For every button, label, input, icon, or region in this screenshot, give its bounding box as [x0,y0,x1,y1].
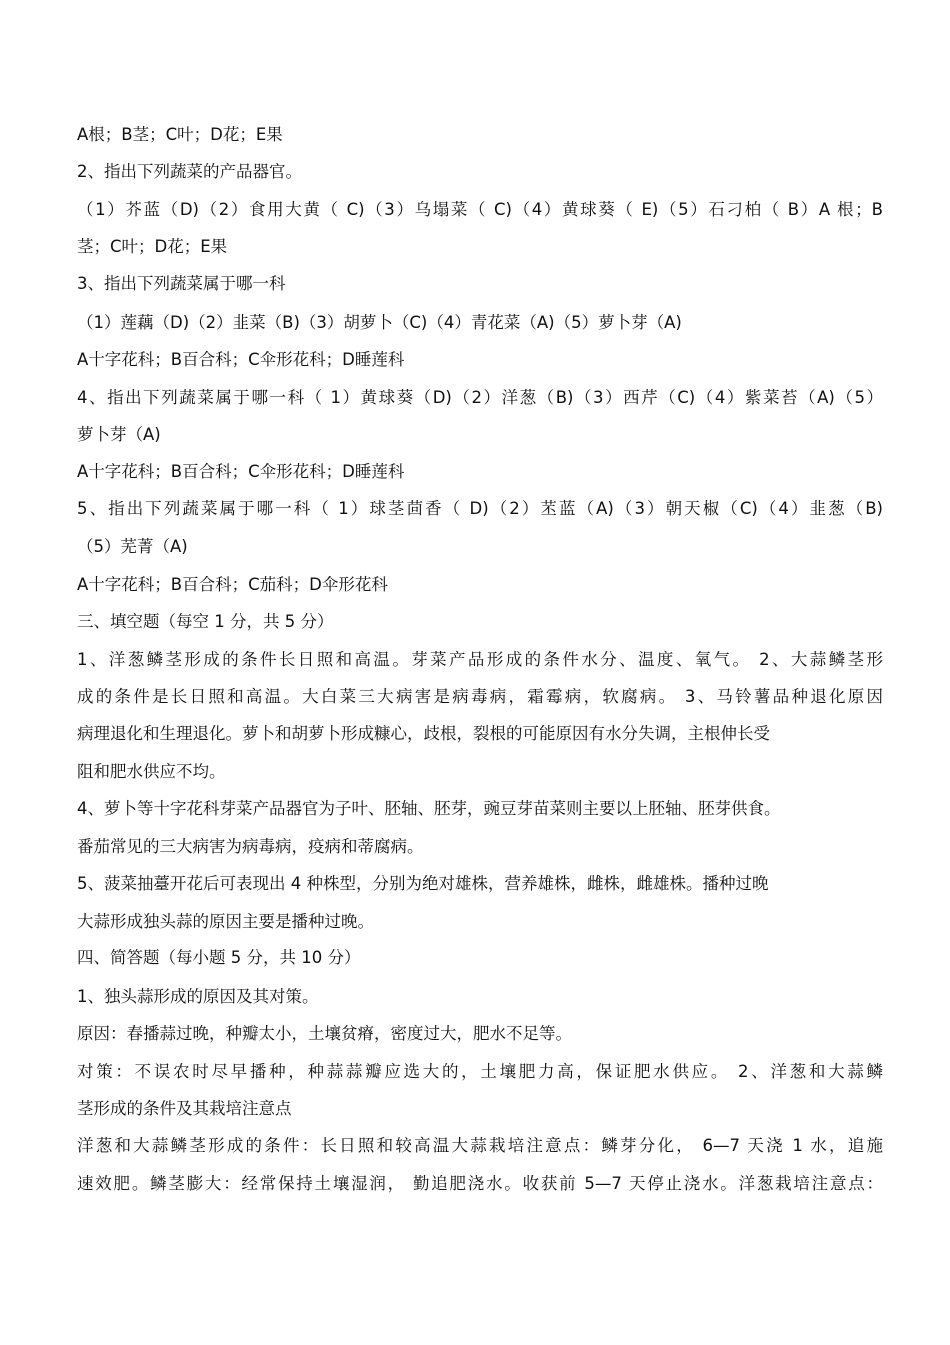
question-2-answers: （1）芥蓝（D)（2）食用大黄（ C)（3）乌塌菜（ C)（4）黄球葵（ E)（5）石刁柏（ B）A 根；B [77,200,883,219]
question-3-answers: （1）莲藕（D)（2）韭菜（B)（3）胡萝卜（C)（4）青花菜（A)（5）萝卜芽（A) [77,313,682,332]
question-2-answers-cont: 茎；C叶；D花；E果 [77,237,228,256]
fill-blank-para-1-line-4: 阻和肥水供应不均。 [77,762,226,781]
section-3-heading: 三、填空题（每空 1 分，共 5 分） [77,612,334,631]
short-answer-2-title: 茎形成的条件及其栽培注意点 [77,1099,292,1118]
fill-blank-para-1-line-3: 病理退化和生理退化。萝卜和胡萝卜形成糠心，歧根，裂根的可能原因有水分失调，主根伸长受 [77,724,770,743]
question-4-answers-cont: 萝卜芽（A) [77,425,161,444]
short-answer-1-cause: 原因：春播蒜过晚，种瓣太小，土壤贫瘠，密度过大，肥水不足等。 [77,1024,572,1043]
question-2-title: 2、指出下列蔬菜的产品器官。 [77,162,302,181]
section-4-heading: 四、简答题（每小题 5 分，共 10 分） [77,948,361,967]
fill-blank-item-5: 5、菠菜抽薹开花后可表现出 4 种株型，分别为绝对雄株，营养雄株，雌株，雌雄株。播种过晚 [77,874,769,893]
question-4-options: A十字花科；B百合科；C伞形花科；D睡莲科 [77,462,405,481]
question-5-options: A十字花科；B百合科；C茄科；D伞形花科 [77,575,388,594]
fill-blank-item-4-cont: 番茄常见的三大病害为病毒病，疫病和蒂腐病。 [77,837,424,856]
question-3-options: A十字花科；B百合科；C伞形花科；D睡莲科 [77,350,405,369]
fill-blank-para-1-line-2: 成的条件是长日照和高温。大白菜三大病害是病毒病，霜霉病，软腐病。 3、马铃薯品种退化原因 [77,687,883,706]
short-answer-1-measures: 对策：不误农时尽早播种，种蒜蒜瓣应选大的，土壤肥力高，保证肥水供应。 2、洋葱和大蒜鳞 [77,1062,883,1081]
question-5-answers-cont: （5）芜菁（A) [77,537,188,556]
fill-blank-item-4: 4、萝卜等十字花科芽菜产品器官为子叶、胚轴、胚芽，豌豆芽苗菜则主要以上胚轴、胚芽供食。 [77,799,781,818]
short-answer-2-body-cont: 速效肥。鳞茎膨大：经常保持土壤湿润， 勤追肥浇水。收获前 5—7 天停止浇水。洋葱栽培注意点： [77,1174,883,1193]
answer-key-organs: A根；B茎；C叶；D花；E果 [77,125,283,144]
question-4-title: 4、指出下列蔬菜属于哪一科（ 1）黄球葵（D)（2）洋葱（B)（3）西芹（C)（4）紫菜苔（A)（5） [77,388,883,407]
question-5-title: 5、指出下列蔬菜属于哪一科（ 1）球茎茴香（ D)（2）苤蓝（A)（3）朝天椒（C)（4）韭葱（B) [77,499,883,518]
short-answer-1-title: 1、独头蒜形成的原因及其对策。 [77,987,319,1006]
short-answer-2-body: 洋葱和大蒜鳞茎形成的条件：长日照和较高温大蒜栽培注意点：鳞芽分化， 6—7 天浇 1 水，追施 [77,1136,883,1155]
fill-blank-para-1: 1、洋葱鳞茎形成的条件长日照和高温。芽菜产品形成的条件水分、温度、氧气。 2、大蒜鳞茎形 [77,650,883,669]
fill-blank-item-5-cont: 大蒜形成独头蒜的原因主要是播种过晚。 [77,912,374,931]
question-3-title: 3、指出下列蔬菜属于哪一科 [77,274,286,293]
